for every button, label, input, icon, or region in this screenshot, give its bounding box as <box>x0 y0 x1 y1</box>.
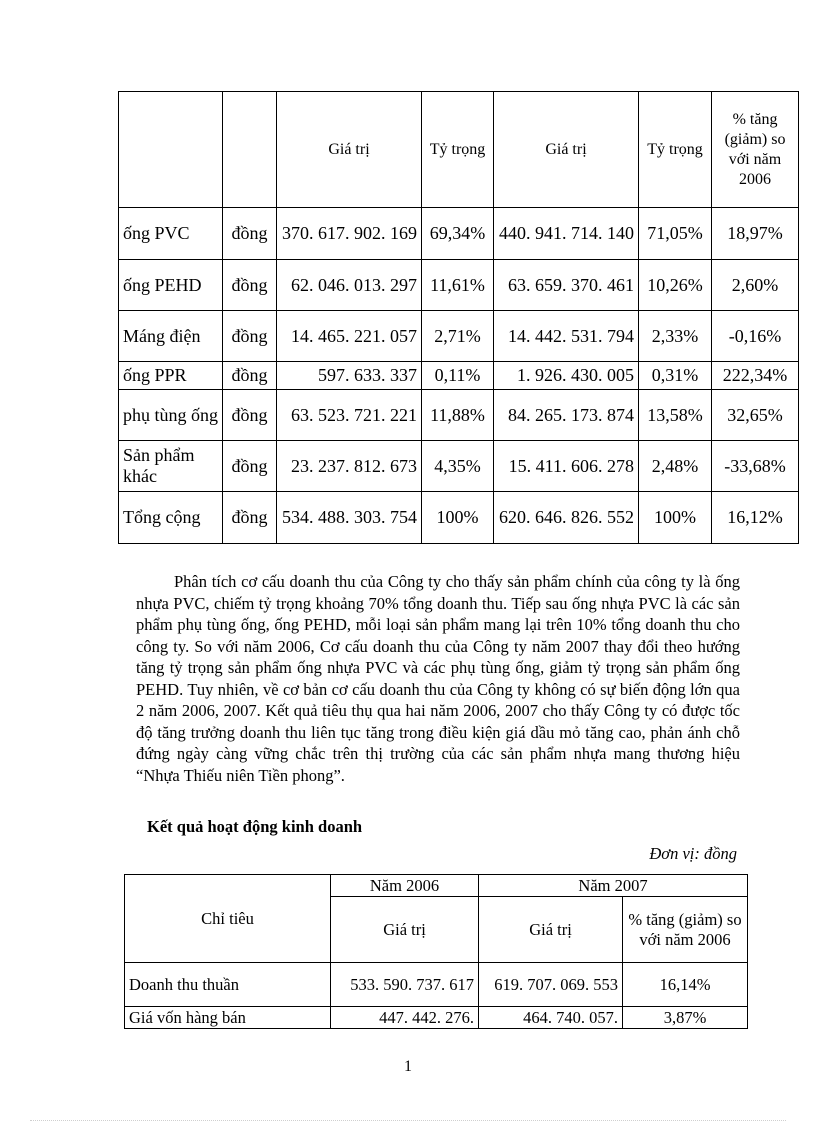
header-value-2006: Giá trị <box>331 897 479 963</box>
value-2007: 1. 926. 430. 005 <box>494 362 639 390</box>
header-change: % tăng (giảm) so với năm 2006 <box>712 92 799 208</box>
table-row <box>125 1007 748 1029</box>
share-2006: 2,71% <box>422 311 494 362</box>
value-2006: 447. 442. 276. <box>331 1007 479 1029</box>
value-2006: 62. 046. 013. 297 <box>277 260 422 311</box>
total-row <box>119 492 799 544</box>
header-share-2006: Tỷ trọng <box>422 92 494 208</box>
unit-note: Đơn vị: đồng <box>649 844 737 863</box>
change: 3,87% <box>623 1007 748 1029</box>
share-2007: 13,58% <box>639 390 712 441</box>
unit: đồng <box>223 441 277 492</box>
page-bottom-divider <box>30 1120 786 1121</box>
header-year-2006: Năm 2006 <box>331 875 479 897</box>
share-2007: 0,31% <box>639 362 712 390</box>
page-number: 1 <box>404 1058 412 1075</box>
product-name: Máng điện <box>119 311 223 362</box>
header-change: % tăng (giảm) so với năm 2006 <box>623 897 748 963</box>
unit: đồng <box>223 362 277 390</box>
section-title: Kết quả hoạt động kinh doanh <box>147 817 363 836</box>
header-value-2006: Giá trị <box>277 92 422 208</box>
share-2007: 2,48% <box>639 441 712 492</box>
header-blank <box>223 92 277 208</box>
header-year-2007: Năm 2007 <box>479 875 748 897</box>
header-blank <box>119 92 223 208</box>
change: 18,97% <box>712 208 799 260</box>
header-item: Chỉ tiêu <box>125 875 331 963</box>
header-value-2007: Giá trị <box>479 897 623 963</box>
table-row <box>119 208 799 260</box>
value-2006: 534. 488. 303. 754 <box>277 492 422 544</box>
share-2006: 11,88% <box>422 390 494 441</box>
change: -33,68% <box>712 441 799 492</box>
share-2007: 10,26% <box>639 260 712 311</box>
analysis-paragraph: Phân tích cơ cấu doanh thu của Công ty cho thấy sản phẩm chính của công ty là ống nhựa PVC, chiếm tỷ trọng khoảng 70% tổng doanh thu. Tiếp sau ống nhựa PVC là các sản phẩm phụ tùng ống, ống PEHD, mỗi loại sản phẩm mang lại trên 10% tổng doanh thu cho công ty. So với năm 2006, Cơ cấu doanh thu của Công ty năm 2007 thay đổi theo hướng tăng tỷ trọng sản phẩm ống nhựa PVC và các phụ tùng ống, giảm tỷ trọng sản phẩm ống PEHD. Tuy nhiên, về cơ bản cơ cấu doanh thu của Công ty không có sự biến động lớn qua 2 năm 2006, 2007. Kết quả tiêu thụ qua hai năm 2006, 2007 cho thấy Công ty có được tốc độ tăng trưởng doanh thu liên tục tăng trong điều kiện giá dầu mỏ tăng cao, phản ánh chỗ đứng ngày càng vững chắc trên thị trường của các sản phẩm nhựa mang thương hiệu “Nhựa Thiếu niên Tiền phong”. <box>136 572 740 785</box>
unit: đồng <box>223 260 277 311</box>
change: 2,60% <box>712 260 799 311</box>
value-2007: 620. 646. 826. 552 <box>494 492 639 544</box>
product-name: Sản phẩm khác <box>119 441 223 492</box>
table-row <box>119 311 799 362</box>
item-name: Doanh thu thuần <box>125 963 331 1007</box>
table-row <box>119 441 799 492</box>
share-2007: 100% <box>639 492 712 544</box>
share-2007: 71,05% <box>639 208 712 260</box>
unit: đồng <box>223 311 277 362</box>
unit: đồng <box>223 390 277 441</box>
share-2006: 4,35% <box>422 441 494 492</box>
item-name: Giá vốn hàng bán <box>125 1007 331 1029</box>
value-2006: 63. 523. 721. 221 <box>277 390 422 441</box>
product-name: ống PEHD <box>119 260 223 311</box>
value-2007: 63. 659. 370. 461 <box>494 260 639 311</box>
product-name: ống PVC <box>119 208 223 260</box>
value-2006: 533. 590. 737. 617 <box>331 963 479 1007</box>
share-2006: 100% <box>422 492 494 544</box>
change: 32,65% <box>712 390 799 441</box>
value-2006: 23. 237. 812. 673 <box>277 441 422 492</box>
table-header-row <box>119 92 799 208</box>
share-2007: 2,33% <box>639 311 712 362</box>
product-name: Tổng cộng <box>119 492 223 544</box>
change: 222,34% <box>712 362 799 390</box>
value-2007: 619. 707. 069. 553 <box>479 963 623 1007</box>
change: 16,12% <box>712 492 799 544</box>
change: -0,16% <box>712 311 799 362</box>
change: 16,14% <box>623 963 748 1007</box>
value-2007: 84. 265. 173. 874 <box>494 390 639 441</box>
table-header-row <box>125 875 748 897</box>
share-2006: 0,11% <box>422 362 494 390</box>
value-2007: 15. 411. 606. 278 <box>494 441 639 492</box>
share-2006: 11,61% <box>422 260 494 311</box>
value-2006: 370. 617. 902. 169 <box>277 208 422 260</box>
product-name: phụ tùng ống <box>119 390 223 441</box>
value-2006: 14. 465. 221. 057 <box>277 311 422 362</box>
revenue-structure-table <box>118 91 799 544</box>
value-2007: 440. 941. 714. 140 <box>494 208 639 260</box>
header-share-2007: Tỷ trọng <box>639 92 712 208</box>
unit: đồng <box>223 208 277 260</box>
table-row <box>125 963 748 1007</box>
business-results-table <box>124 874 748 1029</box>
table-row <box>119 390 799 441</box>
value-2007: 14. 442. 531. 794 <box>494 311 639 362</box>
product-name: ống PPR <box>119 362 223 390</box>
header-value-2007: Giá trị <box>494 92 639 208</box>
unit: đồng <box>223 492 277 544</box>
table-row <box>119 260 799 311</box>
value-2007: 464. 740. 057. <box>479 1007 623 1029</box>
table-row <box>119 362 799 390</box>
value-2006: 597. 633. 337 <box>277 362 422 390</box>
share-2006: 69,34% <box>422 208 494 260</box>
